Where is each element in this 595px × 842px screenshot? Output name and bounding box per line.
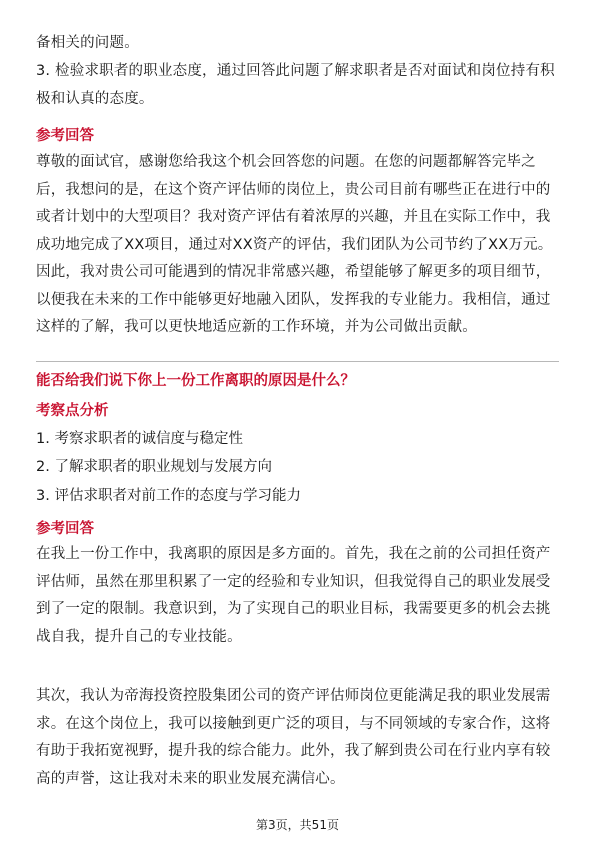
answer-body: 尊敬的面试官，感谢您给我这个机会回答您的问题。在您的问题都解答完毕之后，我想问的是，在这个资产评估师的岗位上，贵公司目前有哪些正在进行中的或者计划中的大型项目？我对资产评估有着浓厚的兴趣，并且在实际工作中，我成功地完成了XX项目，通过对XX资产的评估，我们团队为公司节约了XX万元。因此，我对贵公司可能遇到的情况非常感兴趣，希望能够了解更多的项目细节，以便我在未来的工作中能够更好地融入团队，发挥我的专业能力。我相信，通过这样的了解，我可以更快地适应新的工作环境，并为公司做出贡献。 <box>36 154 553 335</box>
answer-paragraph-1: 在我上一份工作中，我离职的原因是多方面的。首先，我在之前的公司担任资产评估师，虽然在那里积累了一定的经验和专业知识，但我觉得自己的职业发展受到了一定的限制。我意识到，为了实现自己的职业目标，我需要更多的机会去挑战自我，提升自己的专业技能。 <box>36 546 551 645</box>
answer-heading: 参考回答 <box>36 128 94 144</box>
question-title: 能否给我们说下你上一份工作离职的原因是什么？ <box>36 373 355 389</box>
page-number: 第3页，共51页 <box>256 818 339 832</box>
analysis-heading: 考察点分析 <box>36 403 109 419</box>
intro-continued-line: 备相关的问题。 <box>36 35 139 51</box>
answer-paragraph-2: 其次，我认为帝海投资控股集团公司的资产评估师岗位更能满足我的职业发展需求。在这个岗位上，我可以接触到更广泛的项目，与不同领域的专家合作，这将有助于我拓宽视野，提升我的综合能力。此外，我了解到贵公司在行业内享有较高的声誉，这让我对未来的职业发展充满信心。 <box>36 688 551 787</box>
answer-heading: 参考回答 <box>36 521 94 537</box>
intro-point-3: 3. 检验求职者的职业态度，通过回答此问题了解求职者是否对面试和岗位持有积极和认真的态度。 <box>36 63 555 107</box>
section-divider <box>36 361 559 362</box>
analysis-point-3: 3. 评估求职者对前工作的态度与学习能力 <box>36 488 301 504</box>
analysis-point-2: 2. 了解求职者的职业规划与发展方向 <box>36 459 272 475</box>
analysis-point-1: 1. 考察求职者的诚信度与稳定性 <box>36 431 243 447</box>
